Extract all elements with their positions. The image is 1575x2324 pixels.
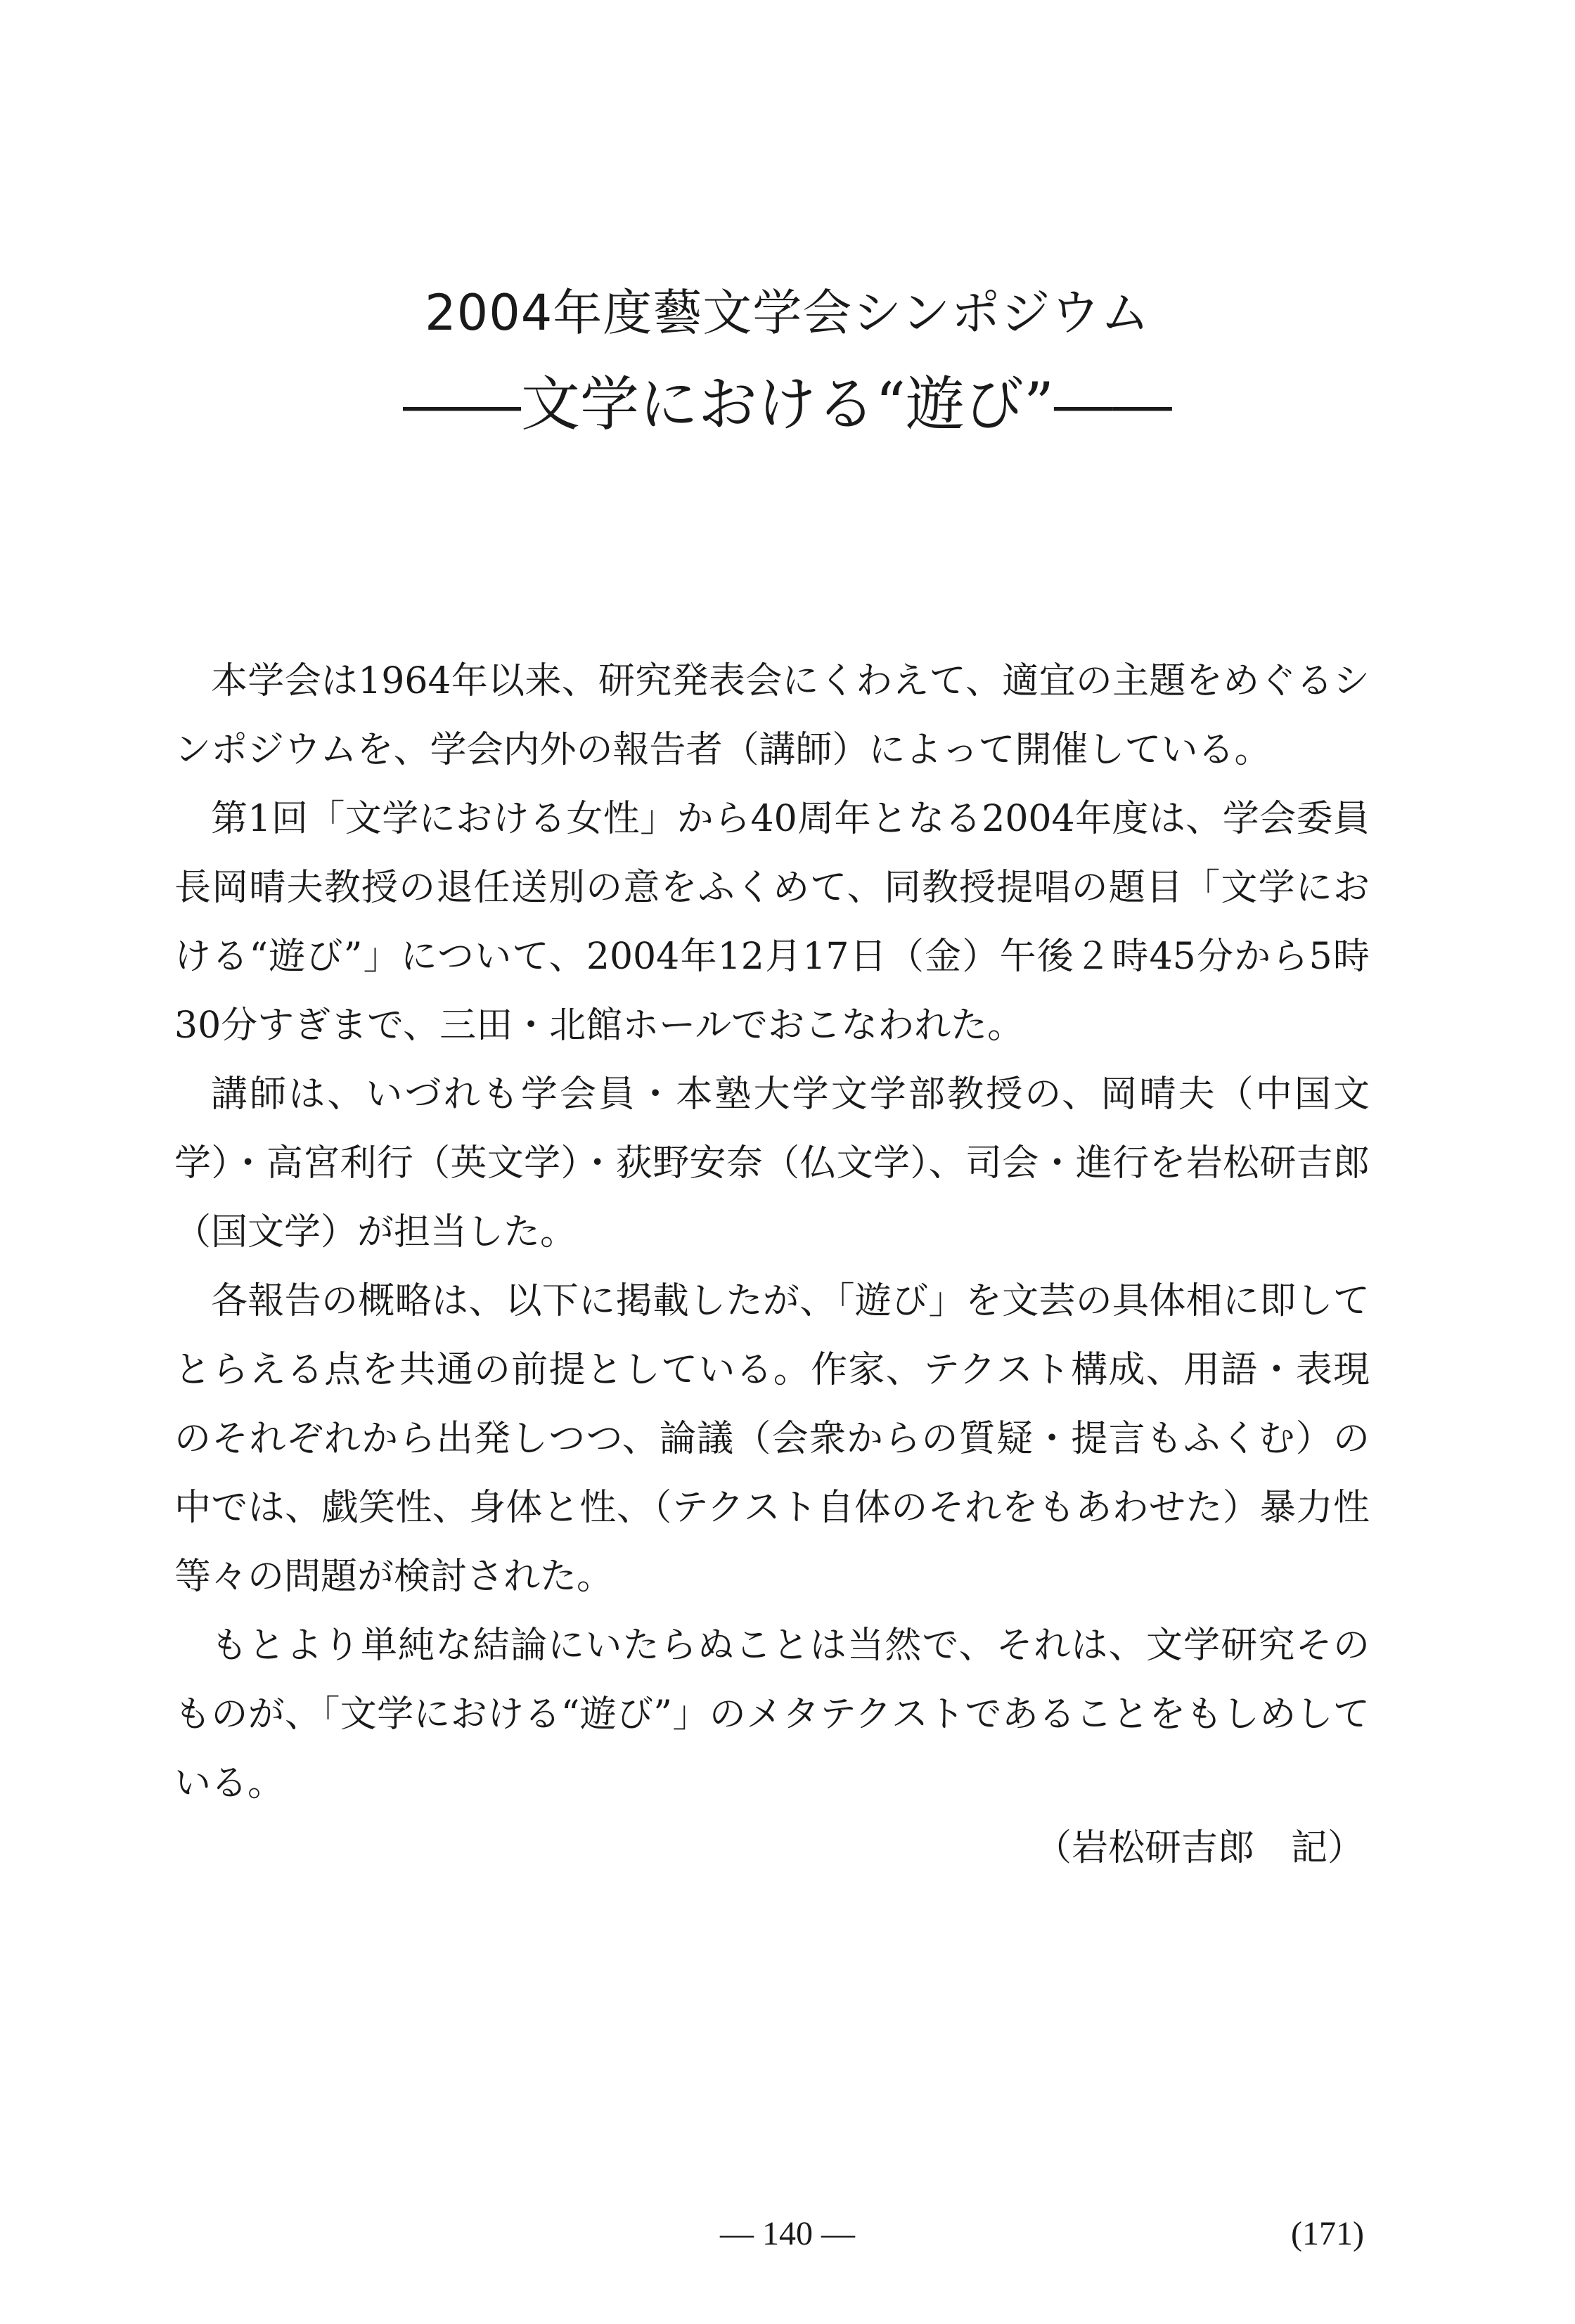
alt-page-number: (171) [1291,2215,1364,2252]
body-text [174,647,1370,1818]
symposium-subtitle: ――文学における“遊び”―― [403,370,1172,439]
paragraph: 本学会は1964年以来、研究発表会にくわえて、適宜の主題をめぐるシンポジウムを、学会内外の報告者（講師）によって開催している。 [174,660,1370,771]
paragraph: 各報告の概略は、以下に掲載したが、「遊び」を文芸の具体相に即してとらえる点を共通の前提としている。作家、テクスト構成、用語・表現のそれぞれから出発しつつ、論議（会衆からの質疑・提言もふくむ）の中では、戯笑性、身体と性、（テクスト自体のそれをもあわせた）暴力性等々の問題が検討された。 [174,1280,1370,1598]
page-number: ― 140 ― [720,2215,855,2252]
symposium-title: 2004年度藝文学会シンポジウム [425,284,1150,342]
paragraph: 講師は、いづれも学会員・本塾大学文学部教授の、岡晴夫（中国文学）・高宮利行（英文学）・荻野安奈（仏文学）、司会・進行を岩松研吉郎（国文学）が担当した。 [174,1073,1370,1253]
author-signature: （岩松研吉郎 記） [1034,1827,1364,1869]
paragraph: 第1回「文学における女性」から40周年となる2004年度は、学会委員長岡晴夫教授の退任送別の意をふくめて、同教授提唱の題目「文学における“遊び”」について、2004年12月17日（金）午後２時45分から5時30分すぎまで、三田・北館ホールでおこなわれた。 [174,798,1370,1047]
paragraph: もとより単純な結論にいたらぬことは当然で、それは、文学研究そのものが、「文学における“遊び”」のメタテクストであることをもしめしている。 [174,1625,1370,1805]
